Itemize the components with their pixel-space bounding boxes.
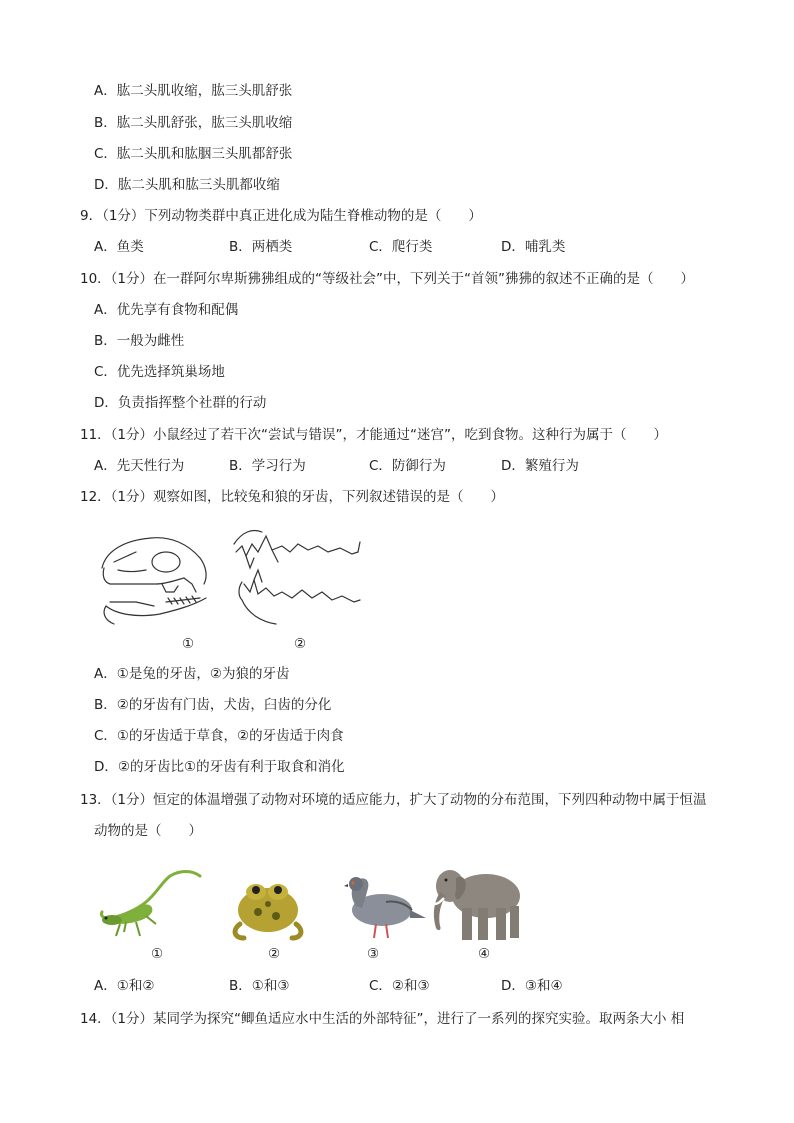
q13-stem-line2: 动物的是（ ） — [94, 823, 202, 839]
q11-option-d: D．繁殖行为 — [501, 458, 579, 474]
frog-image — [226, 866, 310, 944]
q11-option-c: C．防御行为 — [369, 458, 446, 474]
q9-option-a: A．鱼类 — [94, 239, 144, 255]
rabbit-skull-figure — [96, 522, 216, 632]
q13-option-d: D．③和④ — [501, 978, 563, 994]
q10-option-c: C．优先选择筑巢场地 — [94, 364, 225, 380]
elephant-image — [426, 856, 530, 944]
q9-option-d: D．哺乳类 — [501, 239, 566, 255]
q12-stem: 12．（1分）观察如图，比较兔和狼的牙齿，下列叙述错误的是（ ） — [80, 489, 505, 505]
q13-figure-label-2: ② — [268, 946, 281, 962]
pigeon-image — [336, 866, 428, 944]
q8-option-c: C．肱二头肌和肱胭三头肌都舒张 — [94, 146, 293, 162]
q12-option-a: A．①是兔的牙齿，②为狼的牙齿 — [94, 666, 290, 682]
q13-option-a: A．①和② — [94, 978, 155, 994]
q11-stem: 11．（1分）小鼠经过了若干次“尝试与错误”，才能通过“迷宫”，吃到食物。这种行为属于（ ） — [80, 427, 667, 443]
q8-option-a: A．肱二头肌收缩，肱三头肌舒张 — [94, 83, 293, 99]
q9-option-b: B．两栖类 — [229, 239, 293, 255]
q13-figure-label-3: ③ — [367, 946, 380, 962]
q13-stem-line1: 13．（1分）恒定的体温增强了动物对环境的适应能力，扩大了动物的分布范围，下列四种动物中属于恒温 — [80, 792, 707, 808]
q10-option-d: D．负责指挥整个社群的行动 — [94, 395, 267, 411]
q13-option-b: B．①和③ — [229, 978, 290, 994]
q10-stem: 10．（1分）在一群阿尔卑斯狒狒组成的“等级社会”中，下列关于“首领”狒狒的叙述不正确的是（ ） — [80, 271, 694, 287]
q12-figure-label-1: ① — [182, 636, 195, 652]
q14-stem: 14．（1分）某同学为探究“鲫鱼适应水中生活的外部特征”，进行了一系列的探究实验。取两条大小 相 — [80, 1011, 685, 1027]
q9-stem: 9．（1分）下列动物类群中真正进化成为陆生脊椎动物的是（ ） — [80, 208, 482, 224]
q13-figure-label-1: ① — [151, 946, 164, 962]
q12-option-d: D．②的牙齿比①的牙齿有利于取食和消化 — [94, 759, 345, 775]
q11-option-a: A．先天性行为 — [94, 458, 185, 474]
q13-option-c: C．②和③ — [369, 978, 430, 994]
q11-option-b: B．学习行为 — [229, 458, 306, 474]
q13-figure-label-4: ④ — [478, 946, 491, 962]
lizard-image — [96, 866, 206, 944]
q8-option-b: B．肱二头肌舒张，肱三头肌收缩 — [94, 115, 293, 131]
q8-option-d: D．肱二头肌和肱三头肌都收缩 — [94, 177, 280, 193]
q12-option-c: C．①的牙齿适于草食，②的牙齿适于肉食 — [94, 728, 344, 744]
q9-option-c: C．爬行类 — [369, 239, 433, 255]
q12-option-b: B．②的牙齿有门齿，犬齿，臼齿的分化 — [94, 697, 332, 713]
q12-figure-label-2: ② — [294, 636, 307, 652]
q10-option-a: A．优先享有食物和配偶 — [94, 302, 239, 318]
wolf-skull-figure — [232, 522, 362, 632]
q10-option-b: B．一般为雌性 — [94, 333, 185, 349]
